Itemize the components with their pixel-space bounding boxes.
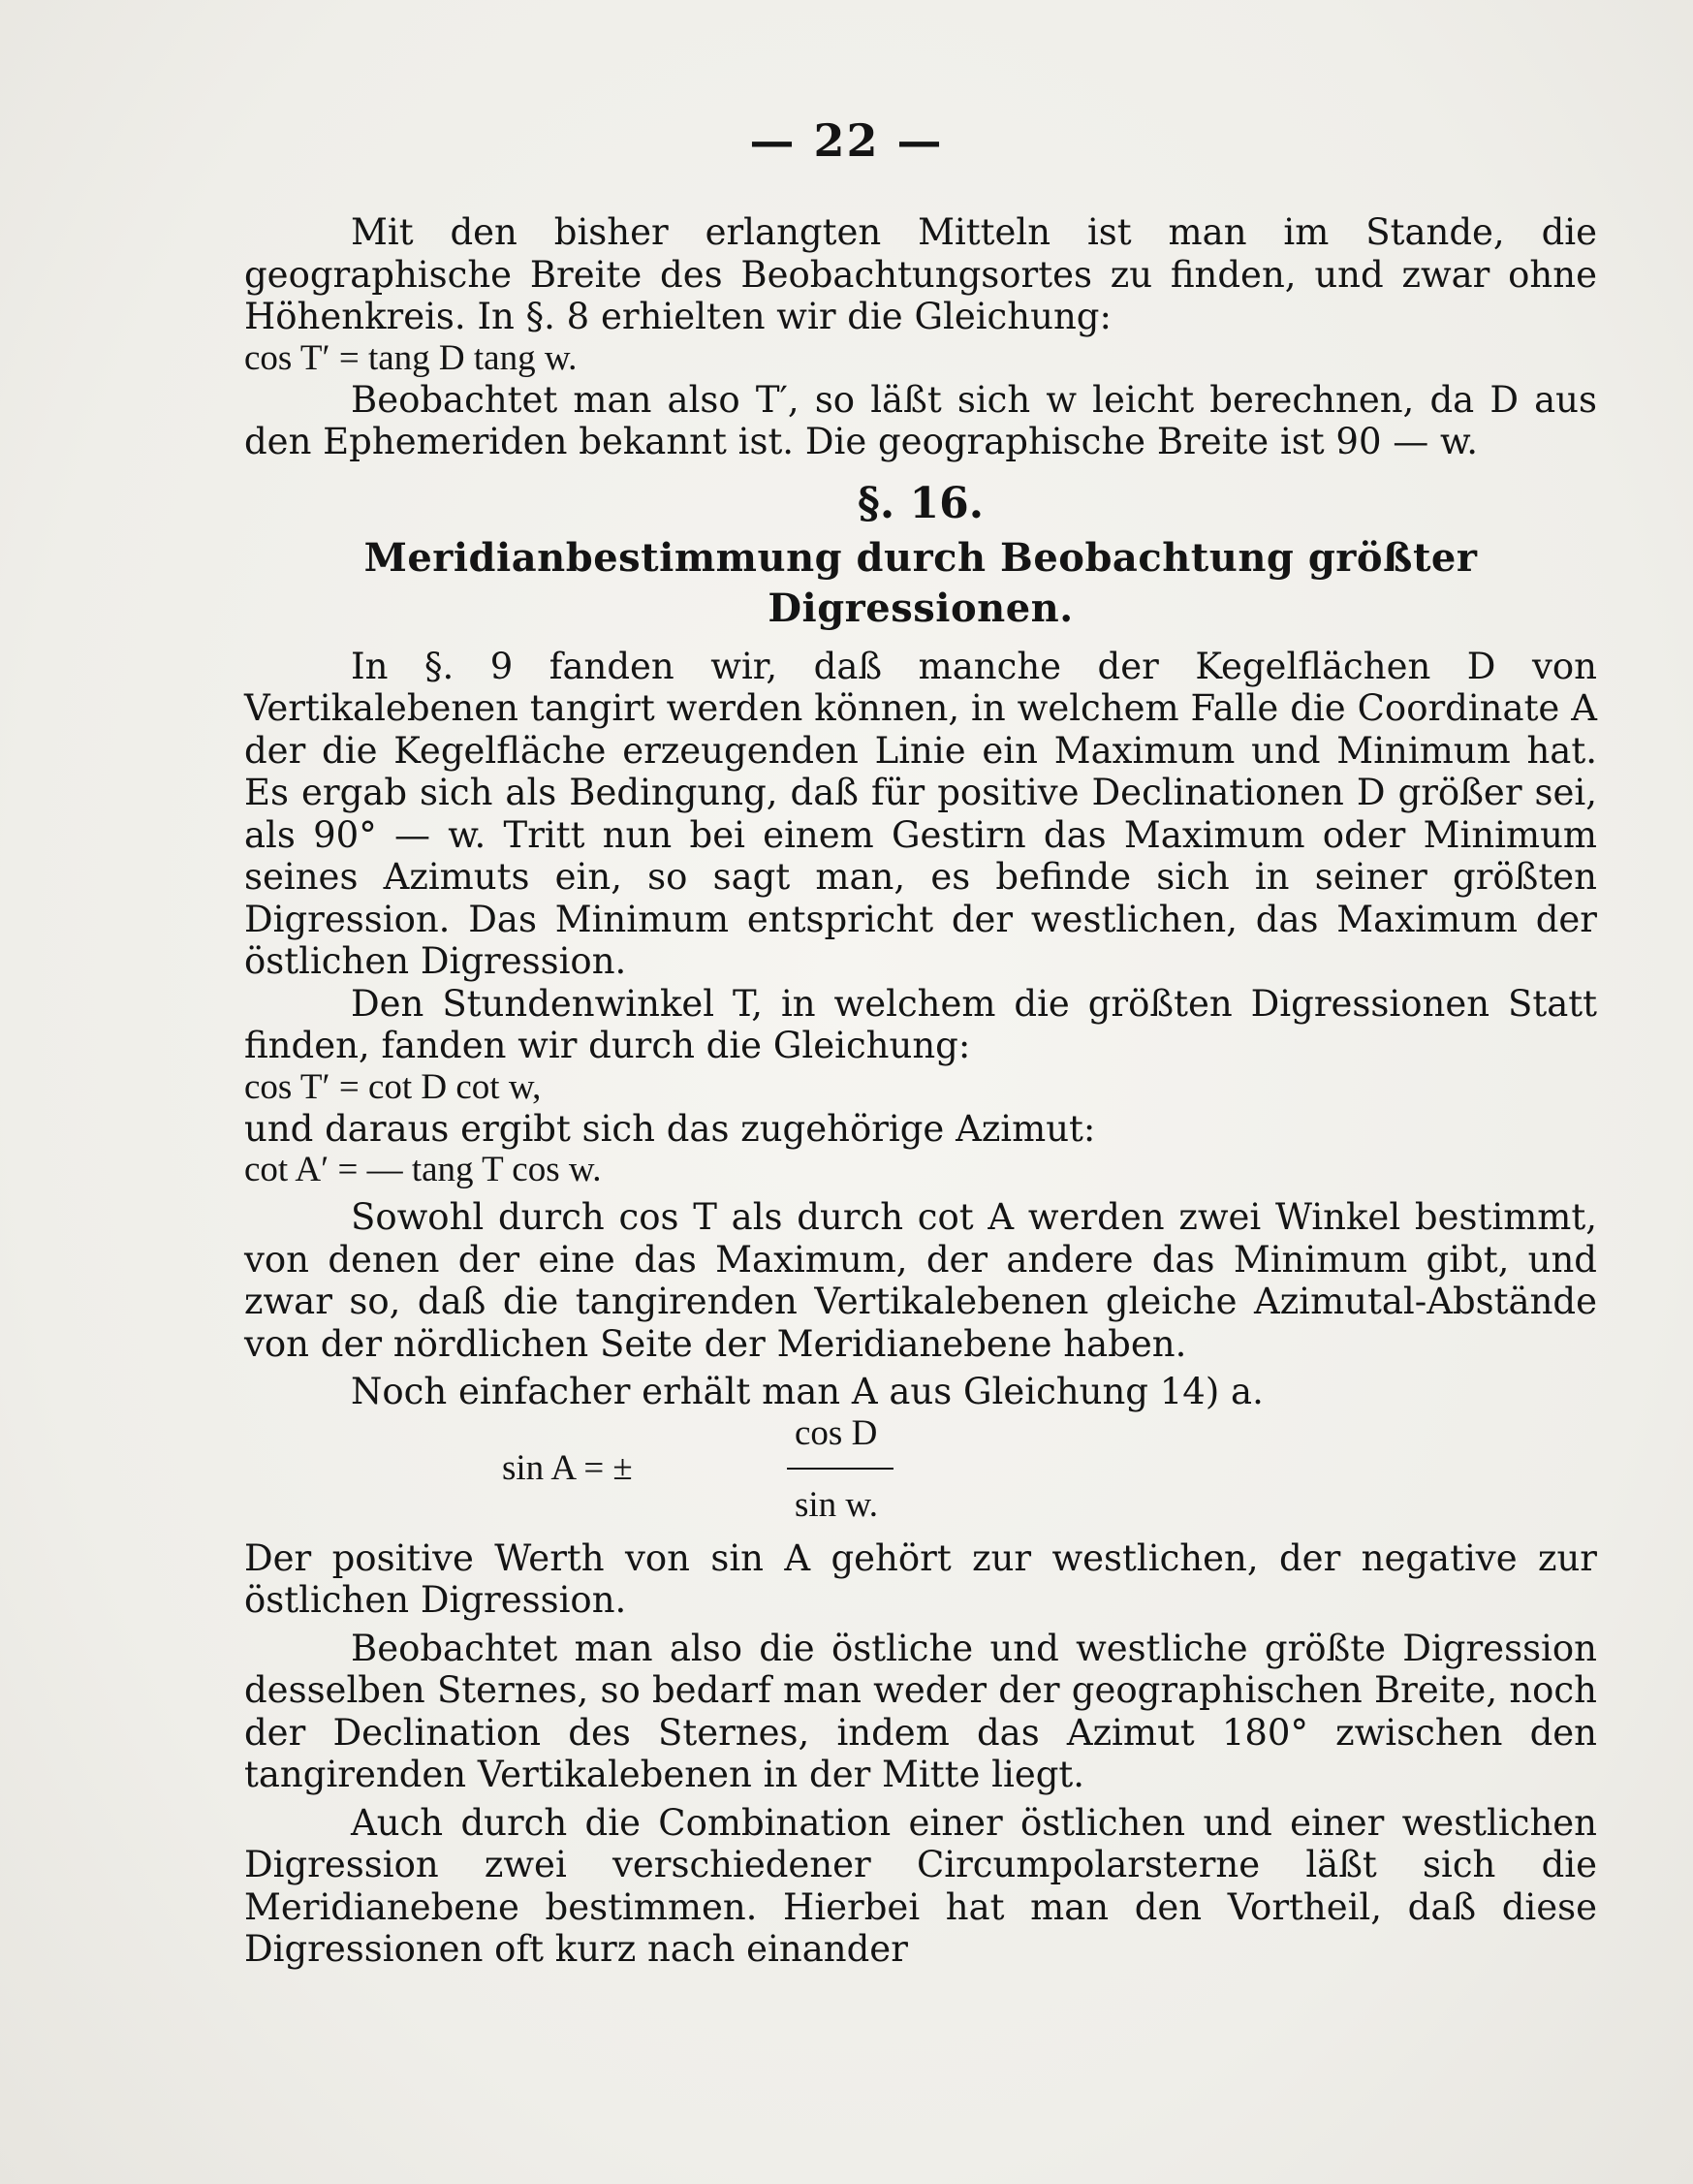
equation-sin-a — [244, 1413, 1597, 1537]
equation-azimuth: cot A′ = — tang T cos w. — [244, 1150, 602, 1189]
equation-cos-t: cos T′ = tang D tang w. — [244, 337, 578, 378]
paragraph-latitude: Beobachtet man also T′, so läßt sich w leicht berechnen, da D aus den Ephemeriden bekannt ist. Die geographische Breite ist 90 — w. — [244, 378, 1597, 462]
paragraph-azimuth-intro: und daraus ergibt sich das zugehörige Azimut: — [244, 1107, 1096, 1150]
equation-sin-a-lhs: sin A = ± — [502, 1447, 633, 1488]
paragraph-observation: Beobachtet man also die östliche und westliche größte Digression desselben Sternes, so bedarf man weder der geographischen Breite, noch der Declination des Sternes, indem das Azimut 180° zwischen den tangirenden Vertikalebenen in der Mitte liegt. — [244, 1627, 1597, 1795]
text-block — [244, 211, 1597, 1971]
page-number: — 22 — — [749, 114, 944, 167]
paragraph-hour-angle: Den Stundenwinkel T, in welchem die größten Digressionen Statt finden, fanden wir durch die Gleichung: — [244, 982, 1597, 1066]
section-title: Meridianbestimmung durch Beobachtung größter Digressionen. — [363, 534, 1478, 631]
equation-sin-a-denominator: sin w. — [795, 1484, 878, 1525]
paragraph-simpler: Noch einfacher erhält man A aus Gleichung 14) a. — [351, 1371, 1264, 1412]
equation-sin-a-numerator: cos D — [795, 1412, 878, 1453]
section-number: §. 16. — [857, 478, 985, 528]
paragraph-digression: In §. 9 fanden wir, daß manche der Kegelflächen D von Vertikalebenen tangirt werden können, in welchem Falle die Coordinate A der die Kegelfläche erzeugenden Linie ein Maximum und Minimum hat. Es ergab sich als Bedingung, daß für positive Declinationen D größer sei, als 90° — w. Tritt nun bei einem Gestirn das Maximum oder Minimum seines Azimuts ein, so sagt man, es befinde sich in seiner größten Digression. Das Minimum entspricht der westlichen, das Maximum der östlichen Digression. — [244, 645, 1597, 982]
paragraph-angles: Sowohl durch cos T als durch cot A werden zwei Winkel bestimmt, von denen der eine das Maximum, der andere das Minimum gibt, und zwar so, daß die tangirenden Vertikalebenen gleiche Azimutal-Abstände von der nördlichen Seite der Meridianebene haben. — [244, 1196, 1597, 1365]
fraction-bar — [787, 1468, 894, 1470]
equation-cot: cos T′ = cot D cot w, — [244, 1066, 542, 1107]
paragraph-combination: Auch durch die Combination einer östlichen und einer westlichen Digression zwei verschiedener Circumpolarsterne läßt sich die Meridianebene bestimmen. Hierbei hat man den Vortheil, daß diese Digressionen oft kurz nach einander — [244, 1801, 1597, 1970]
paragraph-positive-value: Der positive Werth von sin A gehört zur westlichen, der negative zur östlichen Digression. — [244, 1536, 1597, 1621]
paragraph-intro: Mit den bisher erlangten Mitteln ist man im Stande, die geographische Breite des Beobachtungsortes zu finden, und zwar ohne Höhenkreis. In §. 8 erhielten wir die Gleichung: — [244, 211, 1597, 337]
